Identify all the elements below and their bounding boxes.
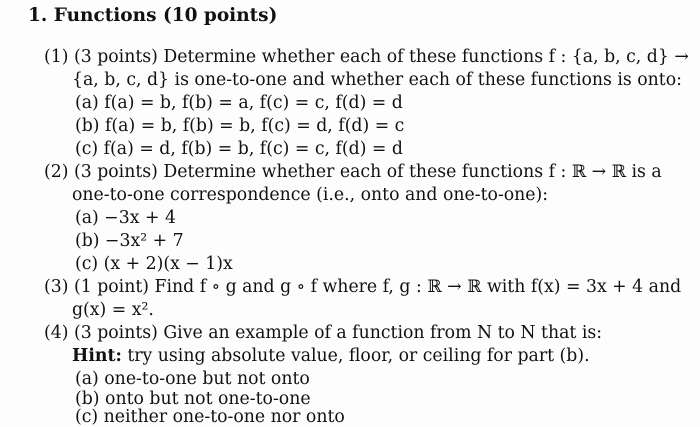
part-1c: (c) f(a) = d, f(b) = b, f(c) = c, f(d) = d <box>75 139 403 159</box>
hint-text: try using absolute value, floor, or ceiling for part (b). <box>127 346 590 366</box>
part-1b: (b) f(a) = b, f(b) = b, f(c) = d, f(d) = c <box>75 116 405 136</box>
hint-label: Hint: <box>72 346 122 366</box>
part-4a: (a) one-to-one but not onto <box>75 369 310 389</box>
part-2b: (b) −3x² + 7 <box>75 231 184 251</box>
problem-title: 1. Functions (10 points) <box>28 5 278 26</box>
part-1-prompt-cont: {a, b, c, d} is one-to-one and whether each of these functions is onto: <box>72 70 682 90</box>
part-2-prompt-cont: one-to-one correspondence (i.e., onto and one-to-one): <box>72 185 549 205</box>
part-4c: (c) neither one-to-one nor onto <box>75 407 345 427</box>
part-2c: (c) (x + 2)(x − 1)x <box>75 254 233 274</box>
part-4-prompt: (4) (3 points) Give an example of a function from N to N that is: <box>44 323 603 343</box>
part-3-prompt: (3) (1 point) Find f ∘ g and g ∘ f where f, g : ℝ → ℝ with f(x) = 3x + 4 and <box>44 277 682 297</box>
part-2a: (a) −3x + 4 <box>75 208 176 228</box>
part-2-prompt: (2) (3 points) Determine whether each of these functions f : ℝ → ℝ is a <box>44 162 662 182</box>
part-1a: (a) f(a) = b, f(b) = a, f(c) = c, f(d) = d <box>75 93 403 113</box>
part-4b: (b) onto but not one-to-one <box>75 389 311 409</box>
part-1-prompt: (1) (3 points) Determine whether each of these functions f : {a, b, c, d} → <box>44 47 689 67</box>
part-3-prompt-cont: g(x) = x². <box>72 300 154 320</box>
part-4-hint <box>72 346 590 366</box>
